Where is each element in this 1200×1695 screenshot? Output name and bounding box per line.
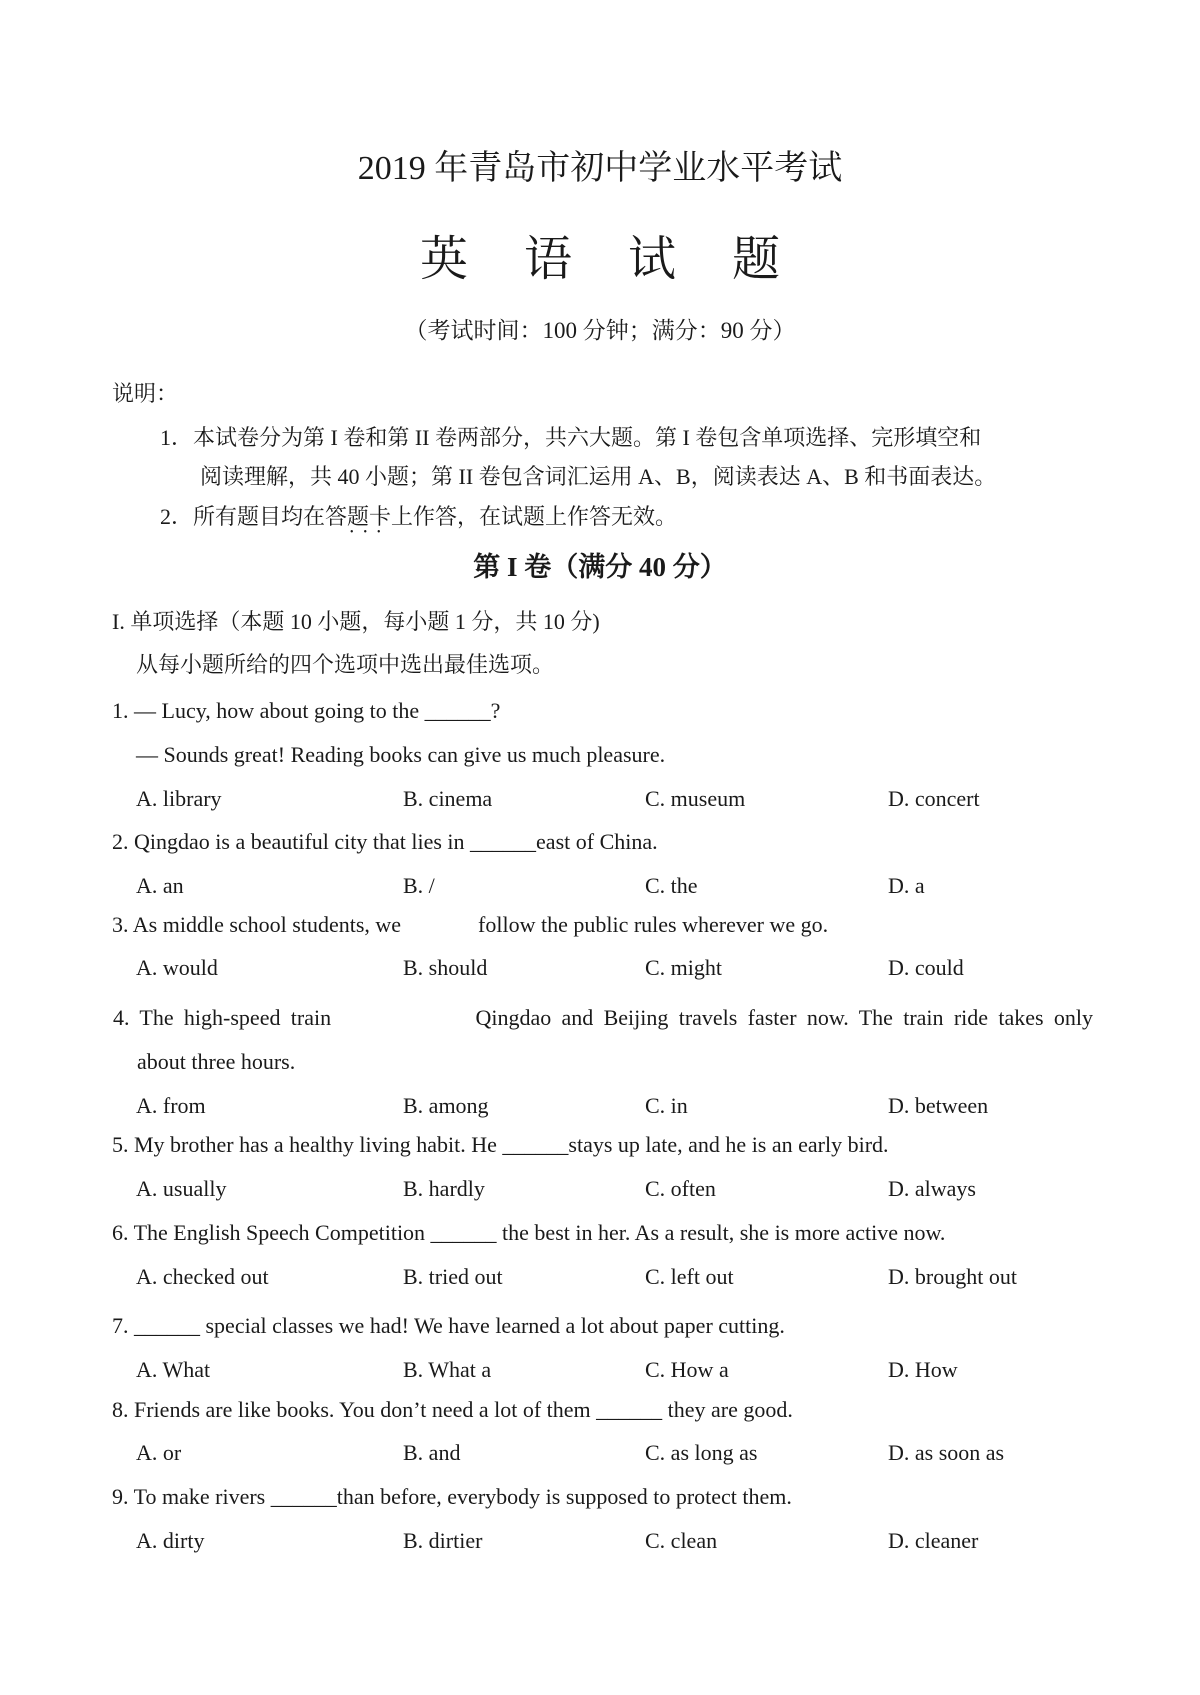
question-4-option-c: C. in xyxy=(645,1093,688,1118)
note-line-2: 阅读理解，共 40 小题；第 II 卷包含词汇运用 A、B，阅读表达 A、B 和书面表达。 xyxy=(200,464,997,489)
question-3-option-b: B. should xyxy=(403,955,488,980)
part-title: I. 单项选择（本题 10 小题，每小题 1 分，共 10 分) xyxy=(112,609,600,634)
question-9-option-b: B. dirtier xyxy=(403,1528,483,1553)
question-1-stem-2: — Sounds great! Reading books can give us much pleasure. xyxy=(136,742,666,767)
subject-title: 英 语 试 题 xyxy=(419,233,802,286)
question-3-option-d: D. could xyxy=(888,955,964,980)
question-7-option-d: D. How xyxy=(888,1357,958,1382)
exam-subtitle: （考试时间：100 分钟；满分：90 分） xyxy=(404,318,796,343)
question-5-option-a: A. usually xyxy=(136,1176,227,1201)
question-5-option-d: D. always xyxy=(888,1176,976,1201)
question-2-option-b: B. / xyxy=(403,873,435,898)
part-instruction: 从每小题所给的四个选项中选出最佳选项。 xyxy=(136,652,555,677)
question-1-option-c: C. museum xyxy=(645,786,746,811)
question-1-option-d: D. concert xyxy=(888,786,980,811)
question-4-option-a: A. from xyxy=(136,1093,206,1118)
question-9-option-c: C. clean xyxy=(645,1528,718,1553)
question-8-stem: 8. Friends are like books. You don’t need a lot of them ______ they are good. xyxy=(112,1397,793,1422)
question-6-option-b: B. tried out xyxy=(403,1264,503,1289)
question-7-stem: 7. ______ special classes we had! We have learned a lot about paper cutting. xyxy=(112,1313,785,1338)
question-3-option-a: A. would xyxy=(136,955,218,980)
question-9-option-a: A. dirty xyxy=(136,1528,205,1553)
question-7-option-c: C. How a xyxy=(645,1357,729,1382)
question-9-option-d: D. cleaner xyxy=(888,1528,979,1553)
question-6-option-c: C. left out xyxy=(645,1264,734,1289)
question-3-stem: 3. As middle school students, we follow the public rules wherever we go. xyxy=(112,912,829,937)
question-2-option-d: D. a xyxy=(888,873,925,898)
note-line-1: 1．本试卷分为第 I 卷和第 II 卷两部分，共六大题。第 I 卷包含单项选择、完形填空和 xyxy=(160,425,982,450)
question-7-option-b: B. What a xyxy=(403,1357,492,1382)
question-1-option-b: B. cinema xyxy=(403,786,493,811)
question-5-option-c: C. often xyxy=(645,1176,716,1201)
exam-title: 2019 年青岛市初中学业水平考试 xyxy=(357,150,843,187)
question-4-option-b: B. among xyxy=(403,1093,489,1118)
question-8-option-d: D. as soon as xyxy=(888,1440,1005,1465)
notes-heading: 说明： xyxy=(112,381,179,406)
question-2-option-c: C. the xyxy=(645,873,698,898)
question-2-stem: 2. Qingdao is a beautiful city that lies in ______east of China. xyxy=(112,829,658,854)
question-8-option-b: B. and xyxy=(403,1440,461,1465)
question-5-stem: 5. My brother has a healthy living habit. He ______stays up late, and he is an early bird. xyxy=(112,1132,889,1157)
note-line-3: 2．所有题目均在答题卡上作答，在试题上作答无效。 xyxy=(160,504,678,529)
question-9-stem: 9. To make rivers ______than before, everybody is supposed to protect them. xyxy=(112,1484,792,1509)
emphasis-dots: ••• xyxy=(350,527,391,538)
question-2-option-a: A. an xyxy=(136,873,184,898)
question-1-option-a: A. library xyxy=(136,786,222,811)
question-3-option-c: C. might xyxy=(645,955,723,980)
question-6-option-d: D. brought out xyxy=(888,1264,1017,1289)
question-6-stem: 6. The English Speech Competition ______ the best in her. As a result, she is more active now. xyxy=(112,1220,946,1245)
question-5-option-b: B. hardly xyxy=(403,1176,485,1201)
question-8-option-c: C. as long as xyxy=(645,1440,758,1465)
question-6-option-a: A. checked out xyxy=(136,1264,269,1289)
section-title: 第 I 卷（满分 40 分） xyxy=(473,552,727,582)
question-4-stem: 4. The high-speed train Qingdao and Beijing travels faster now. The train ride takes only xyxy=(113,1005,1093,1030)
question-4-option-d: D. between xyxy=(888,1093,989,1118)
question-7-option-a: A. What xyxy=(136,1357,211,1382)
question-4-stem-2: about three hours. xyxy=(137,1049,296,1074)
question-1-stem: 1. — Lucy, how about going to the ______? xyxy=(112,698,501,723)
question-8-option-a: A. or xyxy=(136,1440,182,1465)
